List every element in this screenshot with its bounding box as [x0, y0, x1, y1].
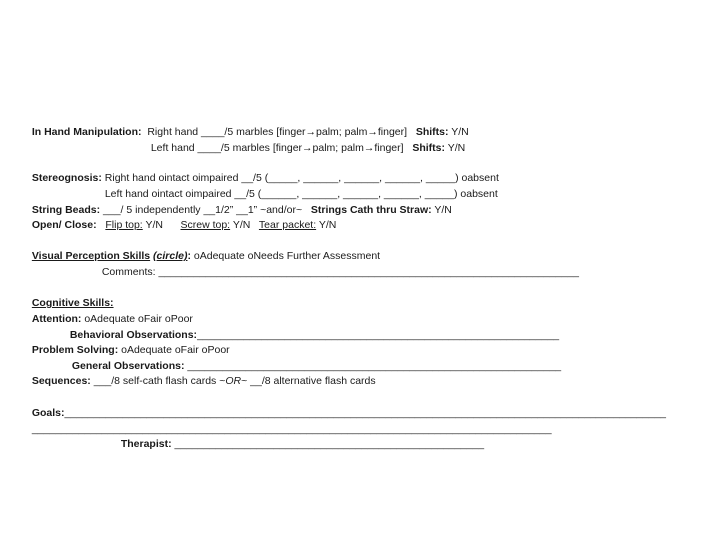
stereognosis-left-close: )	[453, 188, 458, 200]
stereognosis-right-blanks: _____, ______, ______, ______, _____	[268, 172, 456, 184]
stereognosis-left-blanks: ______, ______, ______, ______, _____	[261, 188, 454, 200]
in-hand-left-shifts-value: Y/N	[447, 142, 466, 154]
visual-comments-blank: ________________________________________________________________________	[158, 266, 579, 278]
in-hand-label: In Hand Manipulation:	[31, 126, 142, 138]
therapist-blank: _____________________________________________________	[174, 438, 485, 450]
in-hand-right-shifts-value: Y/N	[451, 126, 469, 138]
in-hand-right-shifts-label: Shifts:	[415, 126, 449, 138]
string-beads-value: ___/ 5 independently __1/2” __1” ~and/or~	[103, 204, 303, 216]
stereognosis-label: Stereognosis:	[31, 172, 102, 184]
attention-options: oAdequate oFair oPoor	[84, 313, 193, 325]
therapist-row	[115, 425, 484, 451]
visual-perception-label: Visual Perception Skills	[31, 250, 151, 262]
in-hand-left-row	[145, 129, 465, 155]
general-observations-blank: ________________________________________________________________	[187, 360, 562, 372]
string-beads-label: String Beads:	[31, 204, 101, 216]
stereognosis-right-text: Right hand ointact oimpaired __/5 (	[104, 172, 269, 184]
stereognosis-left-text: Left hand ointact oimpaired __/5 (	[104, 188, 262, 200]
stereognosis-left-absent: oabsent	[460, 188, 498, 200]
in-hand-right-text: Right hand ____/5 marbles [finger→palm; palm→finger]	[147, 126, 408, 138]
behavioral-blank: ______________________________________________________________	[197, 329, 560, 341]
stereognosis-right-absent: oabsent	[461, 172, 499, 184]
problem-solving-label: Problem Solving:	[31, 344, 119, 356]
visual-perception-circle: (circle)	[153, 250, 188, 262]
string-beads-straw-value: Y/N	[434, 204, 452, 216]
visual-perception-colon: :	[187, 250, 191, 262]
goals-blank-1: _______________________________________________________________________________________________________	[64, 407, 667, 419]
stereognosis-right-close: )	[455, 172, 459, 184]
open-close-label: Open/ Close:	[31, 219, 97, 231]
sequences-text-b: ~ __/8 alternative flash cards	[241, 375, 376, 387]
therapist-label: Therapist:	[120, 438, 172, 450]
tear-packet-label: Tear packet:	[258, 219, 317, 231]
screw-top-label: Screw top:	[180, 219, 231, 231]
goals-label: Goals:	[31, 407, 65, 419]
screw-top-value: Y/N	[232, 219, 251, 231]
sequences-label: Sequences:	[31, 375, 91, 387]
problem-solving-options: oAdequate oFair oPoor	[121, 344, 230, 356]
open-close-row	[26, 206, 336, 232]
goals-blank-2: _________________________________________________________________________________________	[31, 423, 552, 435]
string-beads-straw-label: Strings Cath thru Straw:	[310, 204, 432, 216]
visual-comments-label: Comments:	[101, 266, 156, 278]
sequences-row	[26, 362, 376, 388]
flip-top-value: Y/N	[145, 219, 163, 231]
in-hand-left-text: Left hand ____/5 marbles [finger→palm; palm→finger]	[150, 142, 404, 154]
flip-top-label: Flip top:	[105, 219, 143, 231]
sequences-text-a: ___/8 self-cath flash cards ~	[93, 375, 226, 387]
sequences-or: OR	[225, 375, 242, 387]
visual-perception-options: oAdequate oNeeds Further Assessment	[193, 250, 381, 262]
general-observations-label: General Observations:	[71, 360, 185, 372]
behavioral-label: Behavioral Observations:	[69, 329, 198, 341]
in-hand-left-shifts-label: Shifts:	[412, 142, 445, 154]
attention-label: Attention:	[31, 313, 82, 325]
tear-packet-value: Y/N	[318, 219, 337, 231]
cognitive-heading: Cognitive Skills:	[31, 297, 114, 309]
visual-comments-row	[96, 253, 579, 279]
